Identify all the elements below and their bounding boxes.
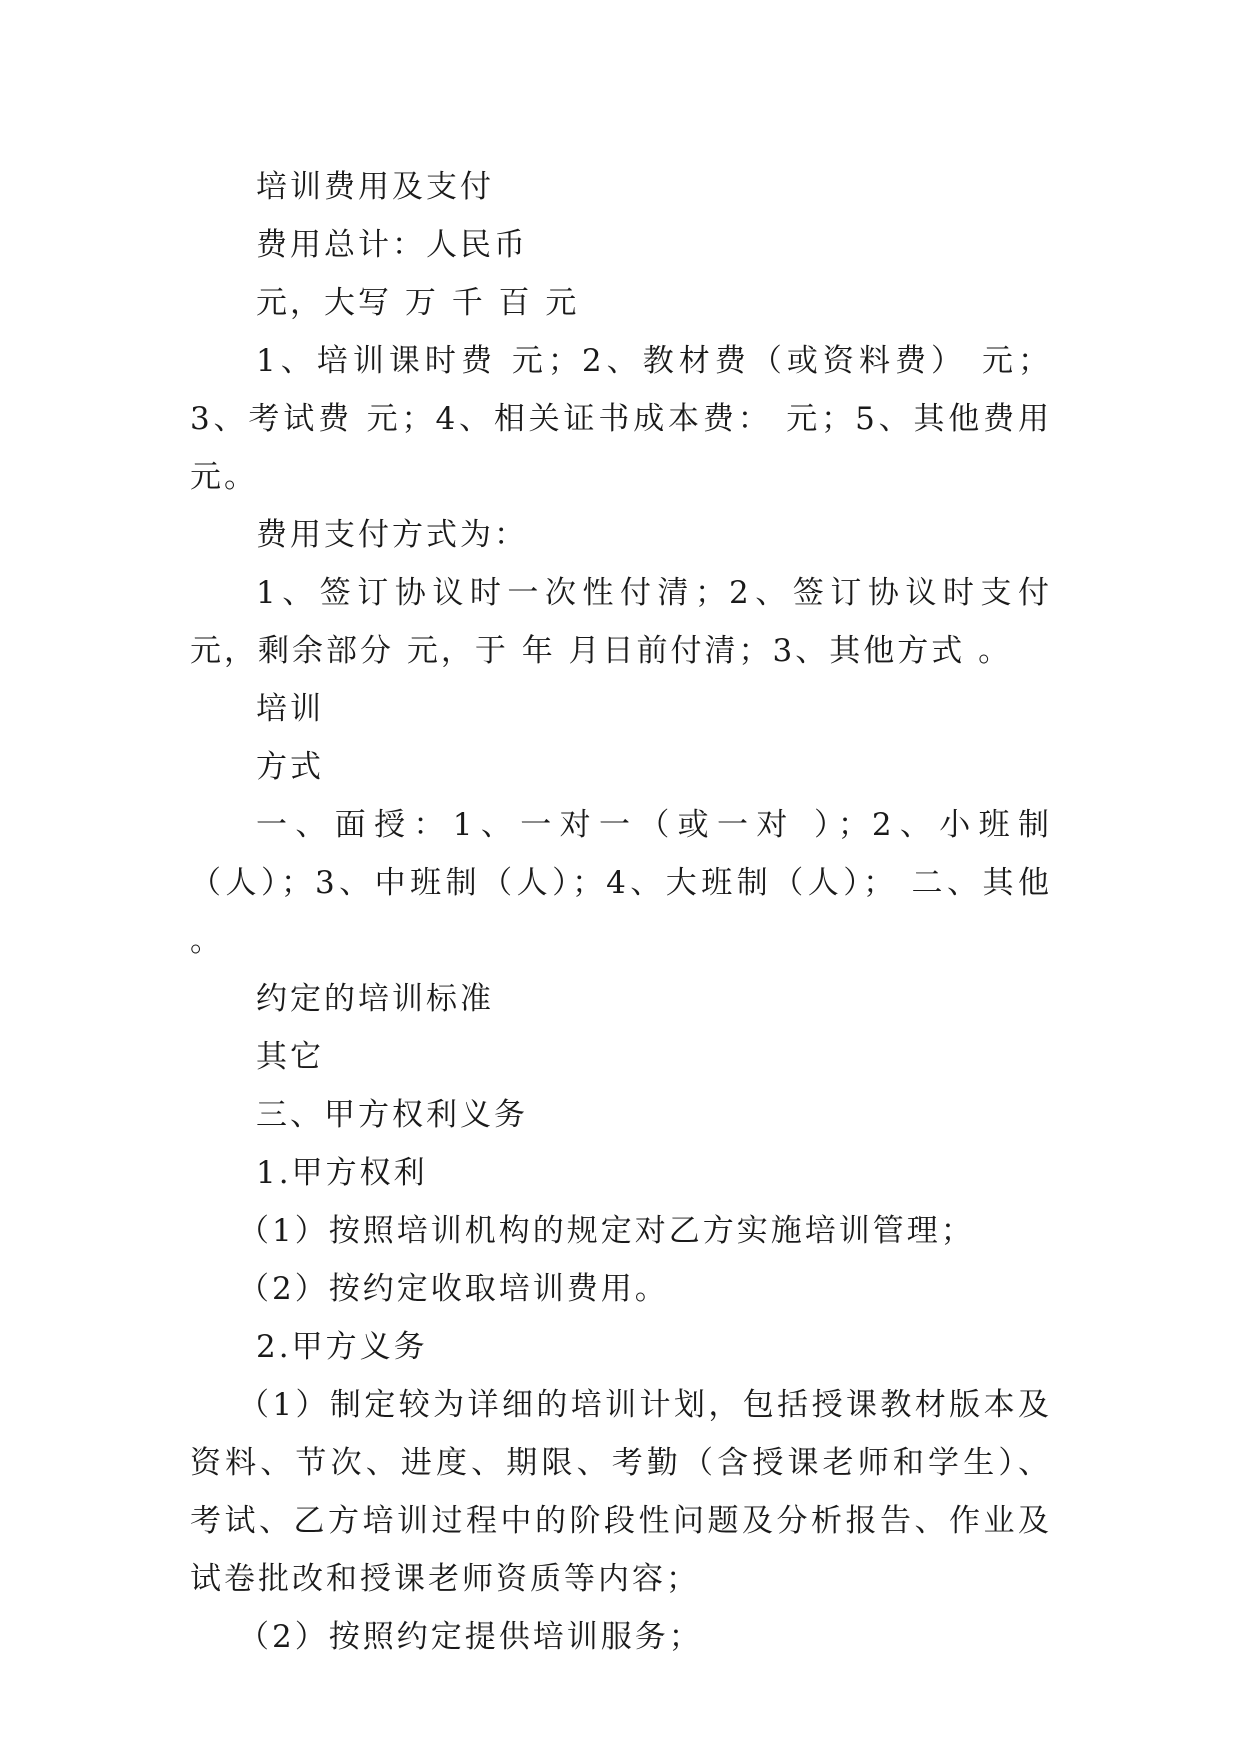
party-a-duty-1: （1）制定较为详细的培训计划，包括授课教材版本及资料、节次、进度、期限、考勤（含授课老师和学生）、考试、乙方培训过程中的阶段性问题及分析报告、作业及试卷批改和授课老师资质等内容；	[190, 1387, 1052, 1597]
fee-items-paragraph: 1、培训课时费 元；2、教材费（或资料费） 元；3、考试费 元；4、相关证书成本费： 元；5、其他费用 元。	[190, 343, 1052, 495]
other-heading: 其它	[256, 1039, 324, 1075]
party-a-right-1: （1）按照培训机构的规定对乙方实施培训管理；	[238, 1213, 975, 1249]
payment-method-heading: 费用支付方式为：	[256, 517, 528, 553]
heading-training-fees: 培训费用及支付	[256, 169, 494, 205]
party-a-rights-subheading: 1.甲方权利	[256, 1155, 428, 1191]
party-a-duty-2: （2）按照约定提供培训服务；	[238, 1619, 703, 1655]
training-format-paragraph: 一、面授：1、一对一（或一对 ）；2、小班制（人）；3、中班制（人）；4、大班制（人）； 二、其他 。	[190, 807, 1052, 959]
party-a-rights-duties-heading: 三、甲方权利义务	[256, 1097, 528, 1133]
fee-capital-line: 元，大写 万 千 百 元	[256, 285, 580, 321]
fee-total-line: 费用总计：人民币	[256, 227, 528, 263]
payment-options-paragraph: 1、签订协议时一次性付清；2、签订协议时支付 元，剩余部分 元，于 年 月日前付清；3、其他方式 。	[190, 575, 1052, 669]
party-a-right-2: （2）按约定收取培训费用。	[238, 1271, 669, 1307]
training-label: 培训	[256, 691, 324, 727]
method-label: 方式	[256, 749, 324, 785]
document-body	[190, 158, 1052, 1666]
party-a-duties-subheading: 2.甲方义务	[256, 1329, 428, 1365]
agreed-standard-heading: 约定的培训标准	[256, 981, 494, 1017]
